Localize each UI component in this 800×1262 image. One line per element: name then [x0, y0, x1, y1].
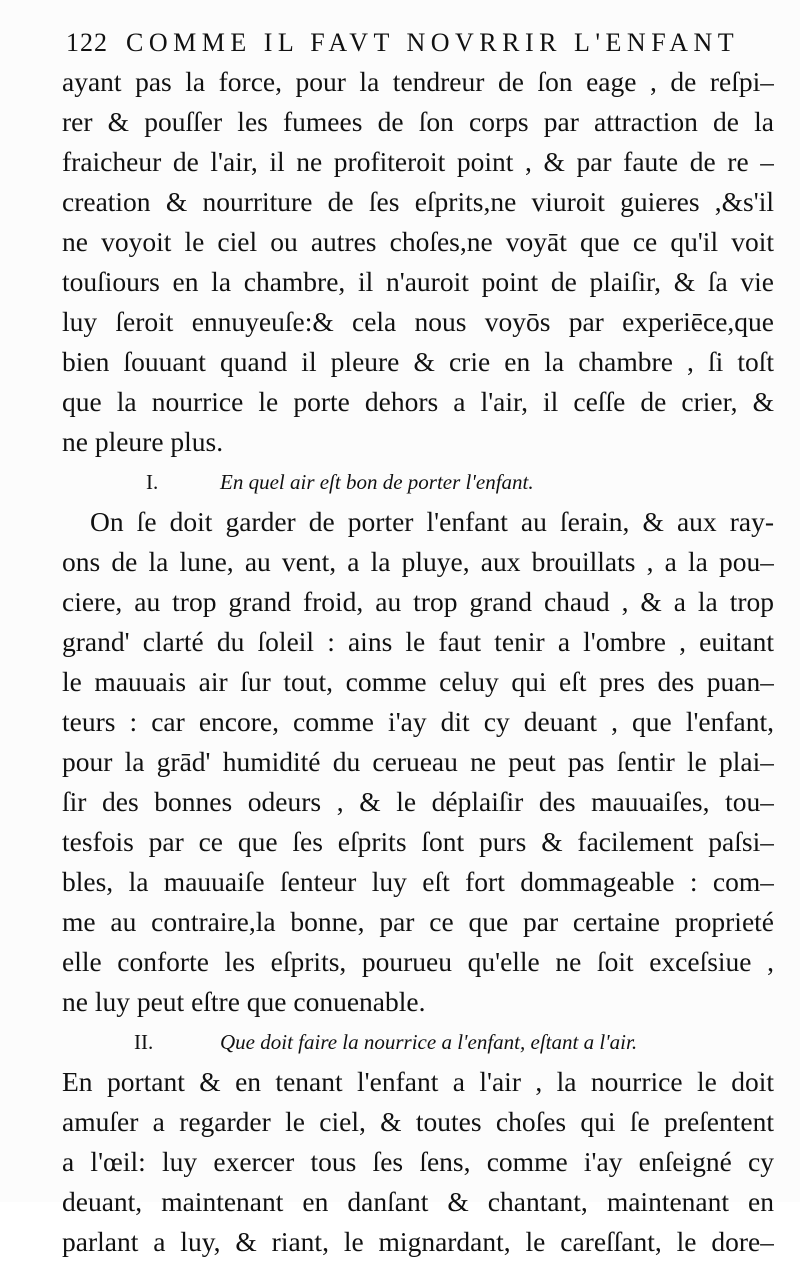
text-line: ſir des bonnes odeurs , & le déplaiſir des mauuaiſes, tou– — [62, 786, 774, 817]
running-title: COMME IL FAVT NOVRRIR L'ENFANT — [126, 28, 740, 57]
text-line: En portant & en tenant l'enfant a l'air , la nourrice le doit — [62, 1066, 774, 1097]
text-line: ne luy peut eſtre que conuenable. — [62, 986, 426, 1017]
text-line: On ſe doit garder de porter l'enfant au ſerain, & aux ray- — [90, 506, 774, 537]
section-title: Que doit faire la nourrice a l'enfant, eſtant a l'air. — [220, 1030, 638, 1054]
text-line: fraicheur de l'air, il ne profiteroit point , & par faute de re – — [62, 146, 774, 177]
text-line: luy ſeroit ennuyeuſe:& cela nous voyōs par experiēce,que — [62, 306, 774, 337]
text-line: elle conforte les eſprits, pourueu qu'elle ne ſoit exceſsiue , — [62, 946, 774, 977]
section-heading-2 — [62, 1022, 774, 1062]
text-line: creation & nourriture de ſes eſprits,ne viuroit guieres ,&s'il — [62, 186, 774, 217]
page-number: 122 — [66, 28, 108, 57]
body-text — [62, 62, 774, 1262]
section-heading-1 — [62, 462, 774, 502]
text-line: ciere, au trop grand froid, au trop grand chaud , & a la trop — [62, 586, 774, 617]
text-line: pour la grād' humidité du cerueau ne peut pas ſentir le plai– — [62, 746, 774, 777]
text-line: tesfois par ce que ſes eſprits ſont purs & facilement paſsi– — [62, 826, 774, 857]
text-line: touſiours en la chambre, il n'auroit point de plaiſir, & ſa vie — [62, 266, 774, 297]
text-line: deuant, maintenant en danſant & chantant, maintenant en — [62, 1186, 774, 1217]
text-line: teurs : car encore, comme i'ay dit cy deuant , que l'enfant, — [62, 706, 774, 737]
text-line: ne voyoit le ciel ou autres choſes,ne voyāt que ce qu'il voit — [62, 226, 774, 257]
text-line: le mauuais air ſur tout, comme celuy qui eſt pres des puan– — [62, 666, 774, 697]
text-line: ayant pas la force, pour la tendreur de ſon eage , de reſpi– — [62, 66, 774, 97]
section-number: II. — [134, 1030, 154, 1054]
text-line: que la nourrice le porte dehors a l'air, il ceſſe de crier, & — [62, 386, 774, 417]
text-line: amuſer a regarder le ciel, & toutes choſes qui ſe preſentent — [62, 1106, 774, 1137]
text-line: me au contraire,la bonne, par ce que par certaine proprieté — [62, 906, 774, 937]
section-number: I. — [146, 470, 159, 494]
section-title: En quel air eſt bon de porter l'enfant. — [220, 470, 534, 494]
text-line: a l'œil: luy exercer tous ſes ſens, comme i'ay enſeigné cy — [62, 1146, 774, 1177]
text-line: rer & pouſſer les fumees de ſon corps par attraction de la — [62, 106, 774, 137]
text-line: parlant a luy, & riant, le mignardant, le careſſant, le dore– — [62, 1226, 774, 1257]
text-line: bien ſouuant quand il pleure & crie en la chambre , ſi toſt — [62, 346, 774, 377]
text-line: ons de la lune, au vent, a la pluye, aux brouillats , a la pou– — [62, 546, 774, 577]
running-head — [66, 28, 776, 58]
text-line: bles, la mauuaiſe ſenteur luy eſt fort dommageable : com– — [62, 866, 774, 897]
text-line: grand' clarté du ſoleil : ains le faut tenir a l'ombre , euitant — [62, 626, 774, 657]
text-line: ne pleure plus. — [62, 426, 224, 457]
